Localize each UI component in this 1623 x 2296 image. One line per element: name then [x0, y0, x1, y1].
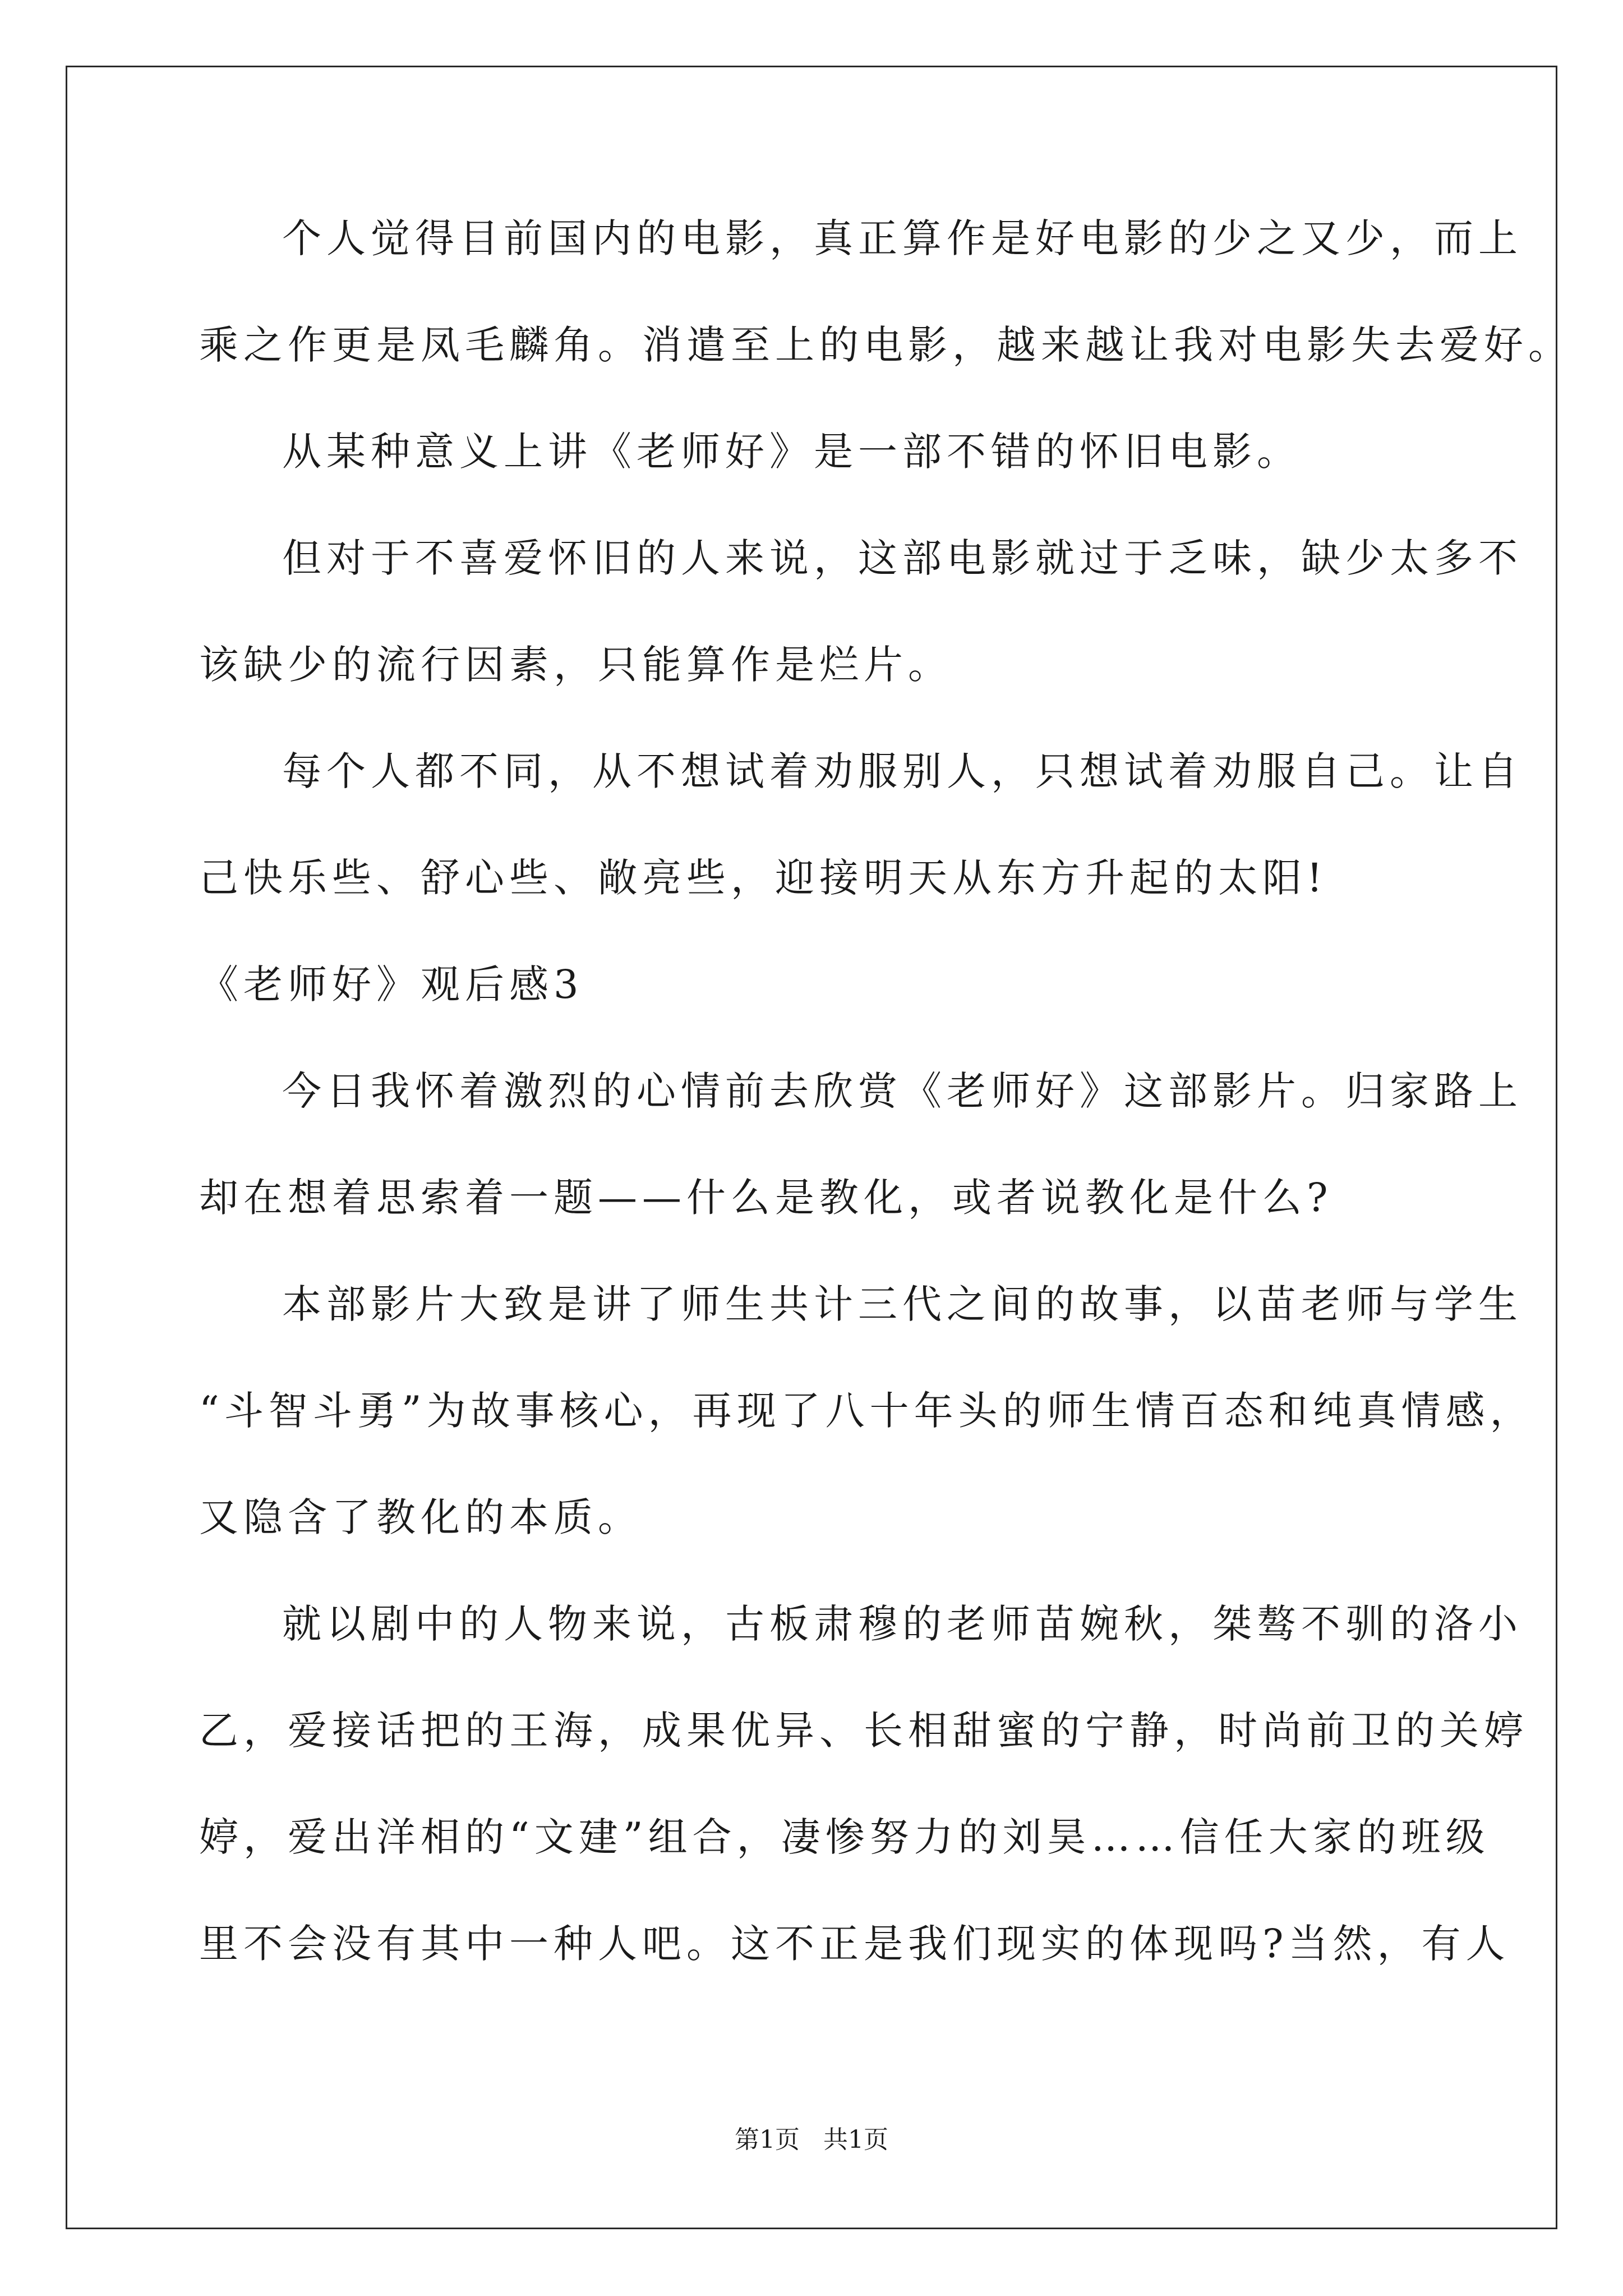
- text-line: 本部影片大致是讲了师生共计三代之间的故事，以苗老师与学生: [282, 1281, 1523, 1327]
- text-line: 乙，爱接话把的王海，成果优异、长相甜蜜的宁静，时尚前卫的关婷: [199, 1708, 1528, 1754]
- page-border: [66, 66, 1557, 2229]
- text-line: 乘之作更是凤毛麟角。消遣至上的电影，越来越让我对电影失去爱好。: [199, 322, 1573, 368]
- text-line: 个人觉得目前国内的电影，真正算作是好电影的少之又少，而上: [282, 215, 1523, 261]
- text-line: 婷，爱出洋相的“文建”组合，凄惨努力的刘昊……信任大家的班级: [199, 1814, 1490, 1860]
- text-line: 今日我怀着激烈的心情前去欣赏《老师好》这部影片。归家路上: [282, 1068, 1523, 1114]
- text-line: 该缺少的流行因素，只能算作是烂片。: [199, 642, 952, 688]
- text-line: 又隐含了教化的本质。: [199, 1494, 642, 1540]
- text-line: 己快乐些、舒心些、敞亮些，迎接明天从东方升起的太阳!: [199, 855, 1328, 901]
- text-line: 每个人都不同，从不想试着劝服别人，只想试着劝服自己。让自: [282, 748, 1523, 794]
- text-line: 却在想着思索着一题——什么是教化，或者说教化是什么?: [199, 1175, 1333, 1221]
- text-line: 就以剧中的人物来说，古板肃穆的老师苗婉秋，桀骜不驯的洛小: [282, 1601, 1523, 1647]
- text-line: 但对于不喜爱怀旧的人来说，这部电影就过于乏味，缺少太多不: [282, 535, 1523, 581]
- text-line: 里不会没有其中一种人吧。这不正是我们现实的体现吗?当然，有人: [199, 1921, 1510, 1967]
- text-line: “斗智斗勇”为故事核心，再现了八十年头的师生情百态和纯真情感，: [199, 1388, 1534, 1434]
- section-heading: 《老师好》观后感3: [199, 961, 584, 1007]
- page-number: 第1页 共1页: [735, 2125, 888, 2154]
- text-line: 从某种意义上讲《老师好》是一部不错的怀旧电影。: [282, 429, 1301, 475]
